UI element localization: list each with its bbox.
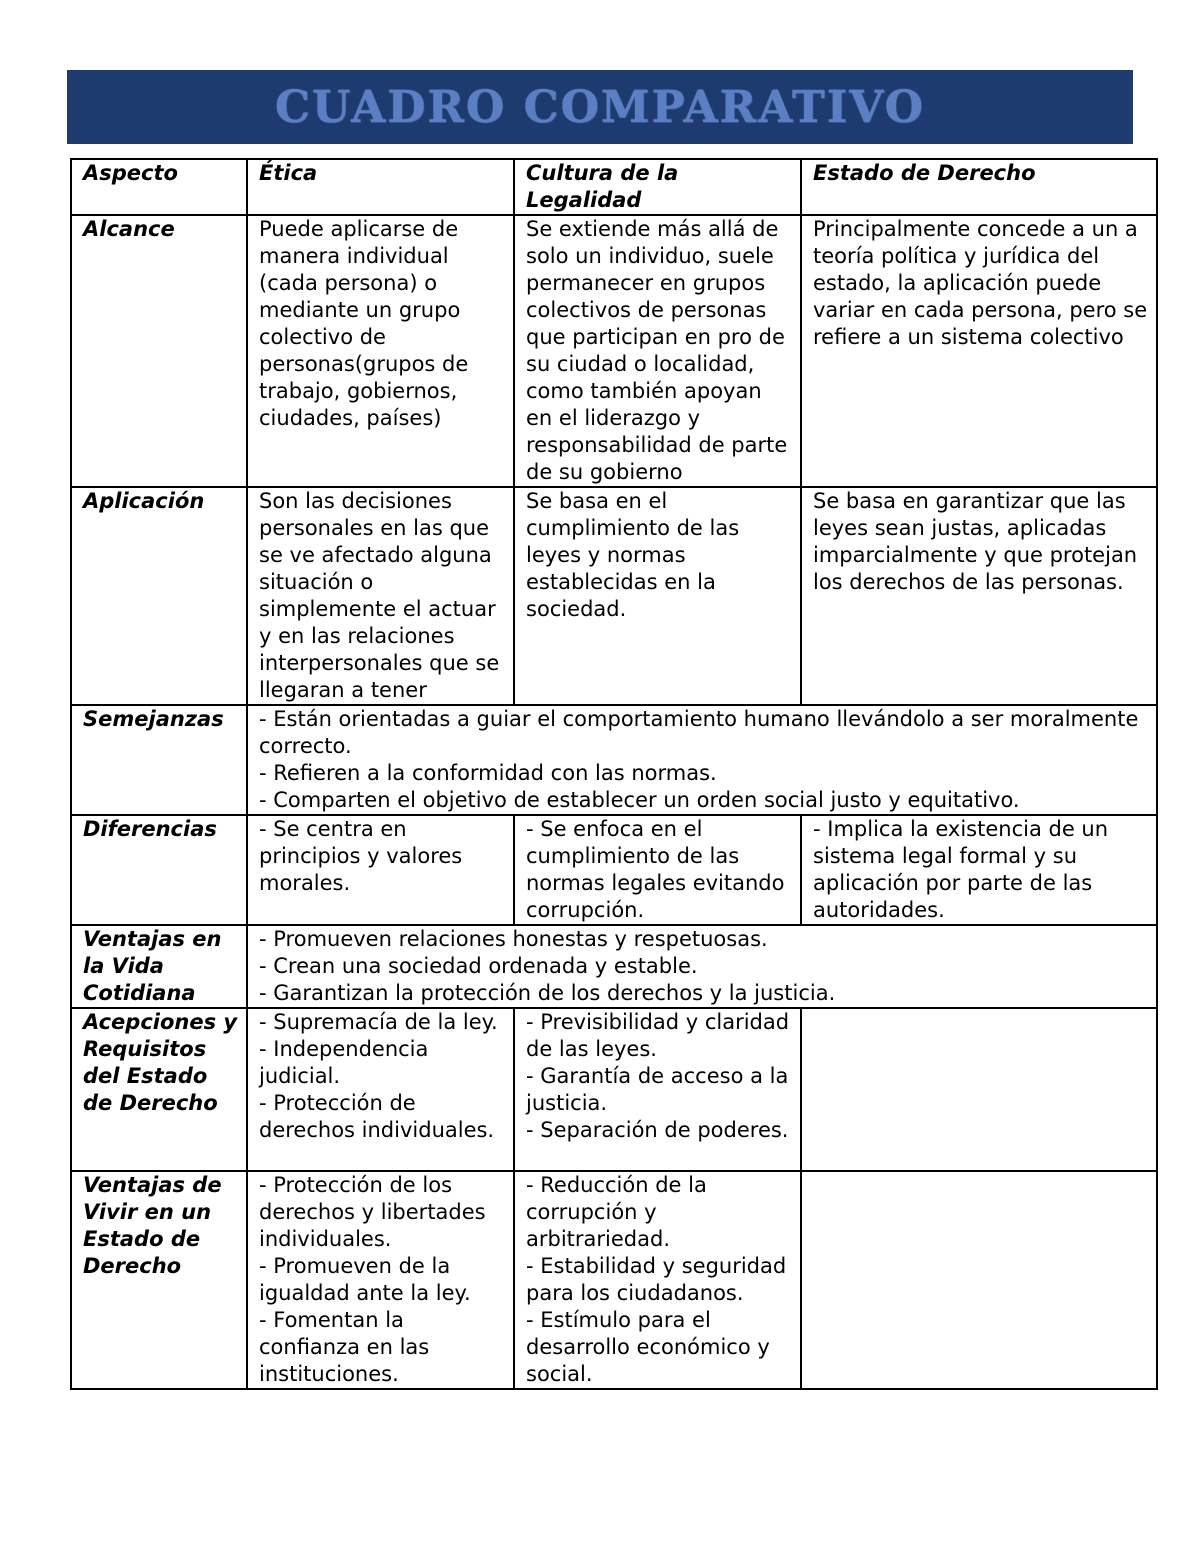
cell-ventajas-estado-cultura: - Reducción de la corrupción y arbitrariedad. - Estabilidad y seguridad para los ciudadanos. - Estímulo para el desarrollo económico y social.: [514, 1171, 801, 1389]
page-title: CUADRO COMPARATIVO: [275, 81, 925, 133]
cell-semejanzas: - Están orientadas a guiar el comportamiento humano llevándolo a ser moralmente correcto. - Refieren a la conformidad con las normas. - Comparten el objetivo de establecer un orden social justo y equitativo.: [247, 705, 1157, 815]
table-row-ventajas-estado: [71, 1171, 1157, 1389]
cell-ventajas-estado-estado: [801, 1171, 1157, 1389]
table-row-ventajas-vida: [71, 925, 1157, 1008]
comparison-table: [70, 158, 1158, 1390]
cell-acepciones-cultura: - Previsibilidad y claridad de las leyes. - Garantía de acceso a la justicia. - Separación de poderes.: [514, 1008, 801, 1171]
cell-aplicacion-estado: Se basa en garantizar que las leyes sean justas, aplicadas imparcialmente y que protejan los derechos de las personas.: [801, 487, 1157, 705]
cell-diferencias-estado: - Implica la existencia de un sistema legal formal y su aplicación por parte de las autoridades.: [801, 815, 1157, 925]
row-label-ventajas-estado: Ventajas de Vivir en un Estado de Derecho: [71, 1171, 247, 1389]
cell-alcance-etica: Puede aplicarse de manera individual (cada persona) o mediante un grupo colectivo de personas(grupos de trabajo, gobiernos, ciudades, países): [247, 215, 514, 487]
cell-acepciones-etica: - Supremacía de la ley. - Independencia judicial. - Protección de derechos individuales.: [247, 1008, 514, 1171]
cell-aplicacion-etica: Son las decisiones personales en las que se ve afectado alguna situación o simplemente el actuar y en las relaciones interpersonales que se llegaran a tener: [247, 487, 514, 705]
table-row-acepciones: [71, 1008, 1157, 1171]
table-header-row: [71, 159, 1157, 215]
header-estado: Estado de Derecho: [801, 159, 1157, 215]
table-row-diferencias: [71, 815, 1157, 925]
cell-alcance-cultura: Se extiende más allá de solo un individuo, suele permanecer en grupos colectivos de personas que participan en pro de su ciudad o localidad, como también apoyan en el liderazgo y responsabilidad de parte de su gobierno: [514, 215, 801, 487]
row-label-acepciones: Acepciones y Requisitos del Estado de Derecho: [71, 1008, 247, 1171]
header-etica: Ética: [247, 159, 514, 215]
row-label-aplicacion: Aplicación: [71, 487, 247, 705]
table-row-semejanzas: [71, 705, 1157, 815]
cell-ventajas-vida: - Promueven relaciones honestas y respetuosas. - Crean una sociedad ordenada y estable. - Garantizan la protección de los derechos y la justicia.: [247, 925, 1157, 1008]
cell-acepciones-estado: [801, 1008, 1157, 1171]
cell-diferencias-cultura: - Se enfoca en el cumplimiento de las normas legales evitando corrupción.: [514, 815, 801, 925]
row-label-semejanzas: Semejanzas: [71, 705, 247, 815]
row-label-alcance: Alcance: [71, 215, 247, 487]
title-banner: [67, 70, 1133, 144]
row-label-ventajas-vida: Ventajas en la Vida Cotidiana: [71, 925, 247, 1008]
cell-aplicacion-cultura: Se basa en el cumplimiento de las leyes y normas establecidas en la sociedad.: [514, 487, 801, 705]
header-aspecto: Aspecto: [71, 159, 247, 215]
header-cultura: Cultura de la Legalidad: [514, 159, 801, 215]
cell-ventajas-estado-etica: - Protección de los derechos y libertades individuales. - Promueven de la igualdad ante la ley. - Fomentan la confianza en las instituciones.: [247, 1171, 514, 1389]
row-label-diferencias: Diferencias: [71, 815, 247, 925]
cell-diferencias-etica: - Se centra en principios y valores morales.: [247, 815, 514, 925]
table-row-aplicacion: [71, 487, 1157, 705]
cell-alcance-estado: Principalmente concede a un a teoría política y jurídica del estado, la aplicación puede variar en cada persona, pero se refiere a un sistema colectivo: [801, 215, 1157, 487]
table-row-alcance: [71, 215, 1157, 487]
